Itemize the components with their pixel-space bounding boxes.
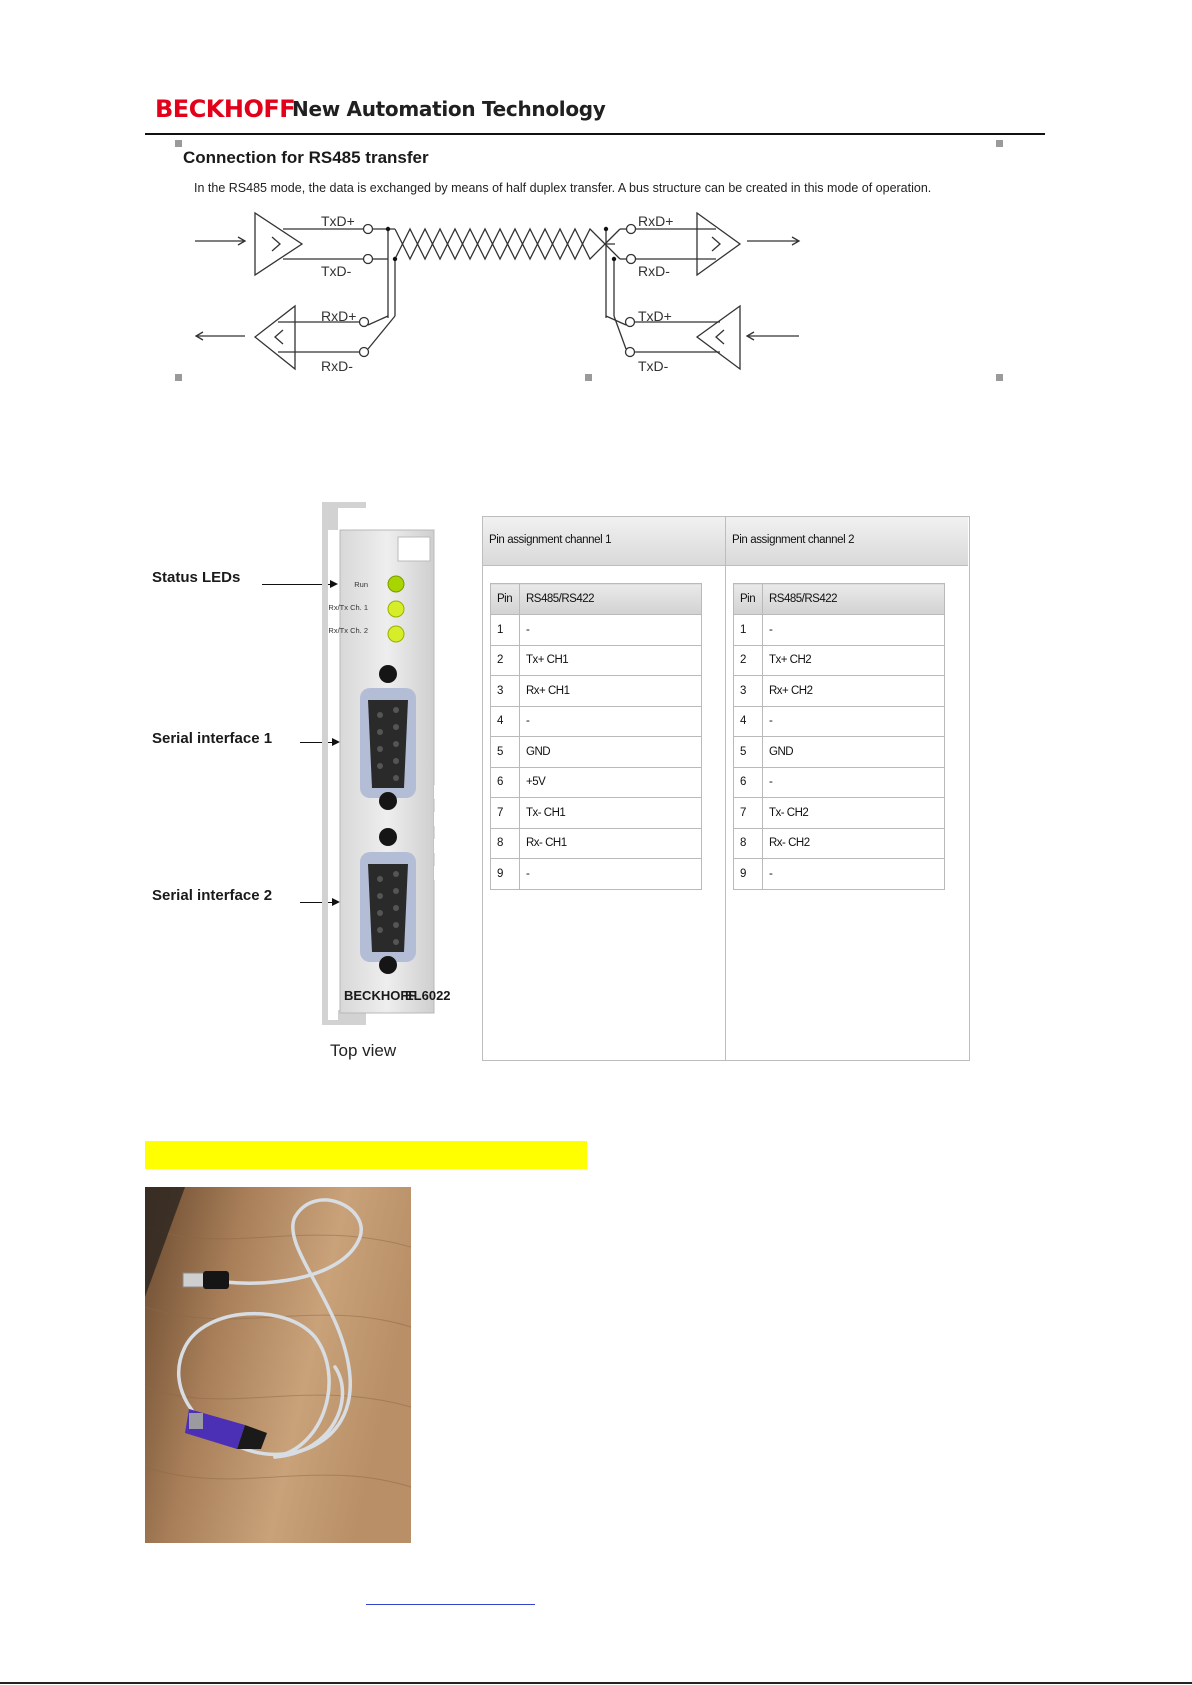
label-left-txd-minus: TxD- [321,263,352,279]
screw-hole [379,828,397,846]
diagram-line [368,316,395,349]
pin-signal: Tx+ CH1 [520,645,702,676]
pin-signal: Rx+ CH1 [520,676,702,707]
db9-adapter-metal [189,1413,203,1429]
col-header-signal: RS485/RS422 [520,584,702,615]
diagram-line [434,866,444,880]
diagram-line [626,348,635,357]
table-row [491,706,702,737]
pin-number: 2 [734,645,763,676]
led-rxtx-ch2 [388,626,404,642]
tx-driver-right [697,306,740,369]
terminal-model: EL6022 [405,988,451,1003]
pin-signal: GND [520,737,702,768]
table-row [734,767,945,798]
db9-connector-2 [368,864,408,952]
table-row [491,859,702,890]
led-label-ch2: Rx/Tx Ch. 2 [328,626,368,635]
led-run [388,576,404,592]
table-row [734,676,945,707]
diagram-line [393,939,399,945]
pin-signal: - [763,615,945,646]
diagram-line [627,225,636,234]
diagram-line [627,255,636,264]
pin-signal: Tx- CH1 [520,798,702,829]
pin-number: 1 [734,615,763,646]
diagram-line [360,348,369,357]
table-row [491,737,702,768]
pin-signal: Rx- CH2 [763,828,945,859]
diagram-line [377,712,383,718]
diagram-line [377,927,383,933]
wood-surface [145,1187,411,1543]
diagram-line [434,785,444,799]
pin-signal: Tx- CH2 [763,798,945,829]
diagram-line [434,839,444,853]
pin-signal: Tx+ CH2 [763,645,945,676]
label-right-txd-minus: TxD- [638,358,669,374]
diagram-line [368,316,388,325]
pin-number: 6 [491,767,520,798]
diagram-line [605,244,620,259]
pin-signal: - [520,615,702,646]
brand-logo: BECKHOFF [155,95,296,123]
pin-signal: +5V [520,767,702,798]
diagram-line [393,888,399,894]
table-row [491,767,702,798]
callout-status-leds: Status LEDs [152,569,241,586]
diagram-line [605,229,620,244]
led-label-ch1: Rx/Tx Ch. 1 [328,603,368,612]
diagram-line [386,227,390,231]
terminal-brand: BECKHOFF [344,988,417,1003]
pin-assignment-panel [482,516,970,1061]
pin-number: 1 [491,615,520,646]
usb-plug-metal [183,1273,205,1287]
diagram-line [393,257,397,261]
brand-tagline: New Automation Technology [292,97,606,121]
diagram-line [393,905,399,911]
col-header-pin: Pin [734,584,763,615]
pin-number: 3 [734,676,763,707]
label-window [398,537,430,561]
pin-number: 4 [734,706,763,737]
table-row [734,645,945,676]
diagram-line [377,763,383,769]
rs485-wiring-diagram [0,0,1192,400]
diagram-line [377,910,383,916]
diagram-line [626,318,635,327]
pin-number: 5 [734,737,763,768]
driver-inner-mark [272,237,280,251]
led-rxtx-ch1 [388,601,404,617]
footer-link-underline[interactable] [366,1604,535,1605]
pin-table-channel-1 [490,583,702,890]
diagram-line [604,227,608,231]
screw-hole [379,956,397,974]
screw-hole [379,792,397,810]
diagram-line [377,893,383,899]
diagram-line [360,318,369,327]
pin-column-channel-1 [483,517,726,1060]
pin-heading-channel-2: Pin assignment channel 2 [726,517,968,566]
page-bottom-rule [0,1682,1192,1684]
diagram-line [712,237,720,251]
diagram-line [377,876,383,882]
diagram-line [393,758,399,764]
tx-driver-left [255,213,302,275]
diagram-line [364,255,373,264]
pin-heading-channel-1: Pin assignment channel 1 [483,517,725,566]
label-right-txd-plus: TxD+ [638,308,672,324]
terminal-caption: Top view [330,1041,397,1060]
pin-table-header [491,584,702,615]
usb-plug-body [203,1271,229,1289]
pin-signal: - [763,859,945,890]
diagram-line [393,724,399,730]
pin-signal: Rx+ CH2 [763,676,945,707]
diagram-line [393,741,399,747]
pin-number: 8 [491,828,520,859]
pin-signal: - [763,767,945,798]
pin-table-channel-2 [733,583,945,890]
diagram-line [377,746,383,752]
table-row [734,615,945,646]
diagram-line [614,316,626,349]
diagram-line [393,707,399,713]
table-row [734,828,945,859]
led-label-run: Run [354,580,368,589]
rx-receiver-right [697,213,740,275]
label-right-rxd-plus: RxD+ [638,213,674,229]
table-row [491,798,702,829]
pin-number: 7 [734,798,763,829]
pin-signal: - [520,859,702,890]
pin-number: 3 [491,676,520,707]
pin-number: 9 [734,859,763,890]
diagram-line [395,229,605,259]
diagram-line [434,812,444,826]
pin-signal: GND [763,737,945,768]
callout-serial-interface-1: Serial interface 1 [152,730,273,747]
section-title: Connection for RS485 transfer [183,148,429,167]
callout-serial-interface-2: Serial interface 2 [152,887,273,904]
label-left-txd-plus: TxD+ [321,213,355,229]
diagram-line [716,330,724,344]
pin-number: 6 [734,767,763,798]
col-header-signal: RS485/RS422 [763,584,945,615]
receiver-inner-mark [275,330,283,344]
pin-signal: Rx- CH1 [520,828,702,859]
table-row [734,737,945,768]
pin-signal: - [763,706,945,737]
screw-hole [379,665,397,683]
pin-column-channel-2 [726,517,968,1060]
col-header-pin: Pin [491,584,520,615]
table-row [734,798,945,829]
table-row [491,828,702,859]
db9-connector-1 [368,700,408,788]
diagram-line [393,871,399,877]
pin-signal: - [520,706,702,737]
section-description: In the RS485 mode, the data is exchanged by means of half duplex transfer. A bus structure can be created in this mode of operation. [194,181,932,195]
pin-number: 7 [491,798,520,829]
pin-number: 9 [491,859,520,890]
table-row [734,706,945,737]
pin-number: 2 [491,645,520,676]
highlighted-text-line [145,1141,587,1169]
diagram-line [377,729,383,735]
el6022-terminal-image [318,500,468,1030]
table-row [491,615,702,646]
label-left-rxd-minus: RxD- [321,358,353,374]
table-row [491,676,702,707]
table-row [734,859,945,890]
pin-number: 8 [734,828,763,859]
table-row [491,645,702,676]
diagram-line [393,775,399,781]
pin-number: 5 [491,737,520,768]
label-left-rxd-plus: RxD+ [321,308,357,324]
pin-table-header [734,584,945,615]
diagram-line [364,225,373,234]
label-right-rxd-minus: RxD- [638,263,670,279]
diagram-line [393,922,399,928]
pin-number: 4 [491,706,520,737]
diagram-line [612,257,616,261]
usb-serial-cable-photo [145,1187,411,1543]
